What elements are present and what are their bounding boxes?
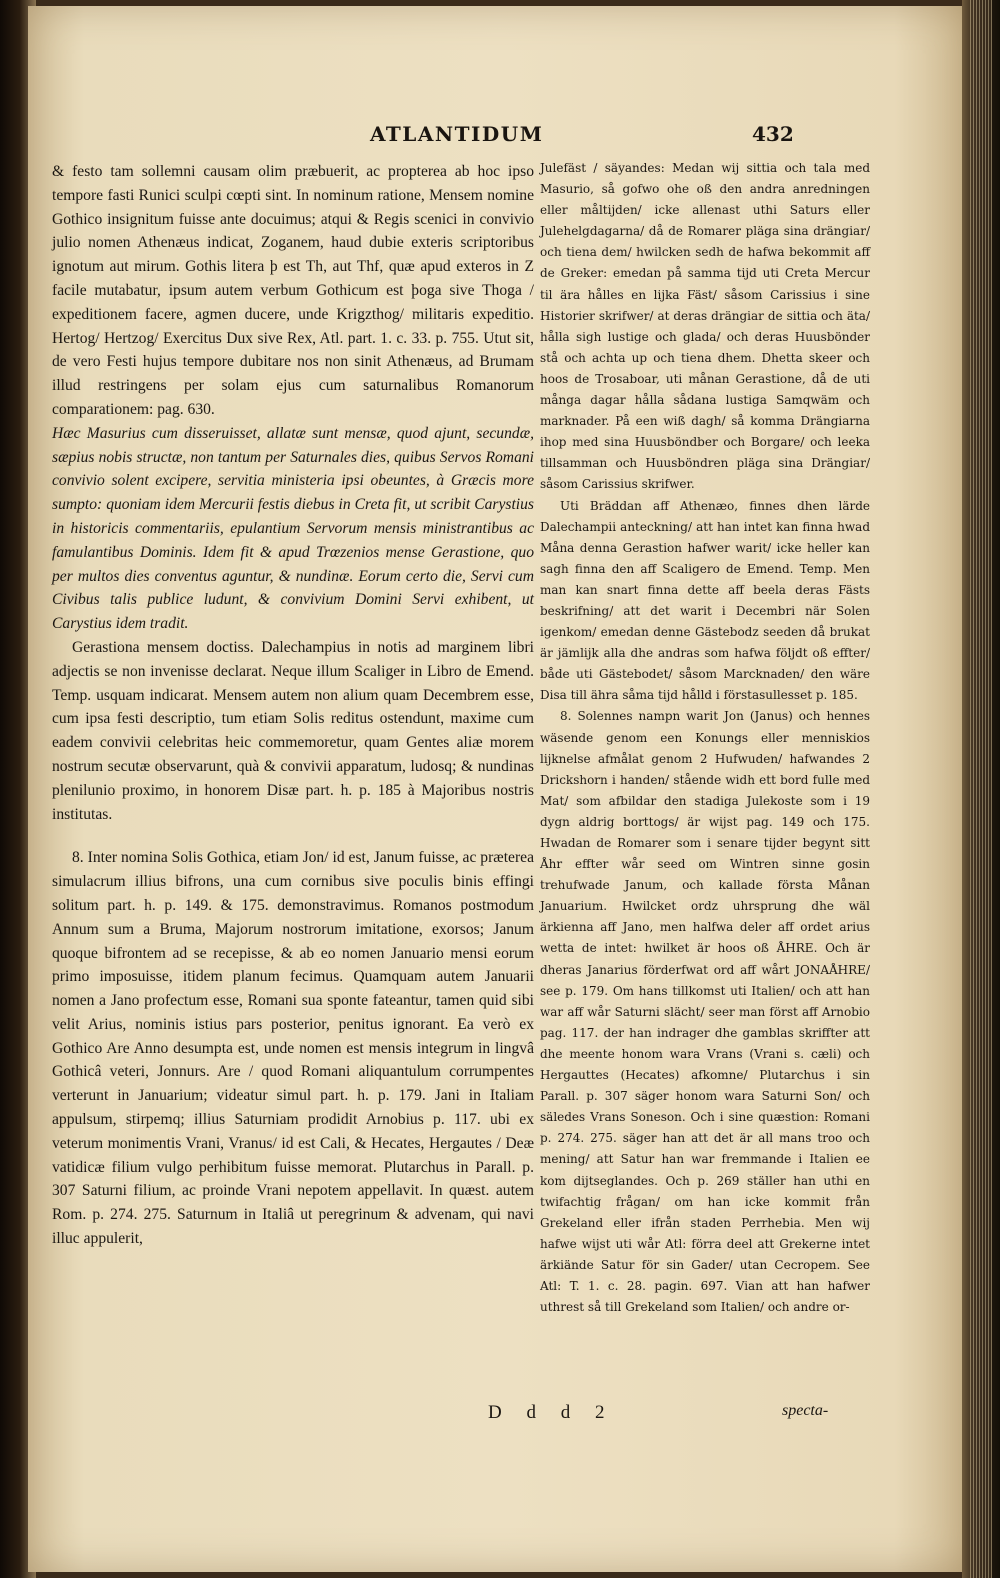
- catchword: specta-: [782, 1402, 829, 1419]
- latin-column: [52, 160, 534, 1251]
- latin-paragraph-4-section-8: 8. Inter nomina Solis Gothica, etiam Jon/ id est, Janum fuisse, ac præterea simulacrum illius bifrons, una cum cornibus sive poculis binis effingi solitum part. h. p. 149. & 175. demonstravimus. Romanos postmodum Annum sum a Bruma, Majorum nostrorum imitatione, exorsos; Janum quoque bifrontem ad se recepisse, & ab eo nomen Januario mensi eorum primo imposuisse, itidem planum fecimus. Quamquam autem Januarii nomen a Jano profectum esse, Romani sua sponte fateantur, tamen quid sibi velit Arius, nominis istius pars posterior, penitus ignorant. Ea verò ex Gothico Are Anno desumpta est, unde nomen est mensis integrum in lingvâ Gothicâ veteri, Jonnurs. Are / quod Romani aliquantulum corrumpentes verterunt in Januarium; videatur simul part. h. p. 179. Jani in Italiam appulsum, stirpemq; illius Saturniam prodidit Arnobius p. 117. ubi ex veterum monimentis Vrani, Vranus/ id est Cali, & Hecates, Hergautes / Deæ vatidicæ filium vulgo perhibitum fuisse memorat. Plutarchus in Parall. p. 307 Saturni filium, ac proinde Vrani nepotem appellavit. In quæst. autem Rom. p. 274. 275. Saturnum in Italiâ ut peregrinum & advenam, qui navi illuc appulerit,: [52, 849, 534, 1248]
- signature-mark: D d d 2: [488, 1402, 615, 1423]
- running-title: ATLANTIDUM: [370, 122, 544, 146]
- latin-paragraph-3: Gerastiona mensem doctiss. Dalechampius in notis ad marginem libri adjectis se non invenisse declarat. Neque illum Scaliger in Libro de Emend. Temp. usquam indicarat. Mensem autem non alium quam Decembrem esse, cum ipsa festi descriptio, tum etiam Solis reditus ostendunt, maxime cum eadem convivii celebritas heic commemoretur, quam Gentes aliæ morem nostrum secutæ observarunt, quà & convivii apparatum, ludosq; & nundinas plenilunio proximo, in honorem Disæ part. h. p. 185 à Majoribus nostris institutas.: [52, 638, 534, 823]
- swedish-paragraph-2: Uti Bräddan aff Athenæo, finnes dhen lärde Dalechampii anteckning/ att han intet kan finna hwad Måna denna Gerastion hafwer warit/ icke heller kan sagh finna den aff Scaligero de Emend. Temp. Men man kan snart finna dette aff beela deras Fästs beskrifning/ att det warit i Decembri när Solen igenkom/ emedan denne Gästebodz seeden då brukat är jämlijk alla dhe andras som hafwa följdt oß effter/ både uti Gästebodet/ såsom Marcknaden/ den wäre Disa till ähra såma tijd hålld i förstasullesset p. 185.: [540, 498, 870, 703]
- latin-paragraph-1: & festo tam sollemni causam olim præbuerit, ac propterea ab hoc ipso tempore fasti Runici sculpi cœpti sint. In nominum ratione, Mensem nomine Gothico insignitum fuisse ante docuimus; atqui & Regis scenici in convivio julio nomen Athenæus indicat, Zoganem, haud dubie exteris scriptoribus ignotum aut mirum. Gothis litera þ est Th, aut Thf, quæ apud exteros in Z facile mutabatur, ipsum autem verbum Gothicum est þoga sive Thoga / expeditionem facere, agmen ducere, unde Krigzthog/ militaris expeditio. Hertog/ Hertzog/ Exercitus Dux sive Rex, Atl. part. 1. c. 33. p. 755. Utut sit, de vero Festi hujus tempore dubitare nos non sinit Athenæus, ad Brumam illud restringens per solam ejus cum saturnalibus Romanorum comparationem: pag. 630.: [52, 163, 534, 418]
- latin-paragraph-2-quote: Hæc Masurius cum disseruisset, allatæ sunt mensæ, quod ajunt, secundæ, sæpius nobis structæ, non tantum per Saturnales dies, quibus Servos Romani convivio solent excipere, servitia ministeria ipsi obeuntes, à Græcis more sumpto: quoniam idem Mercurii festis diebus in Creta fit, ut scribit Carystius in historicis commentariis, epulantium Servorum mensis ministrantibus ac famulantibus Dominis. Idem fit & apud Trœzenios mense Gerastione, quo per multos dies conventus aguntur, & nundinæ. Eorum certo die, Servi cum Civibus talis publice ludunt, & convivium Domini Servi exhibent, ut Carystius idem tradit.: [52, 424, 534, 633]
- swedish-column: [540, 158, 870, 1318]
- swedish-paragraph-3-section-8: 8. Solennes nampn warit Jon (Janus) och hennes wäsende genom een Konungs eller menniskios lijknelse afmålat genom 2 Hufwuden/ hafwandes 2 Drickshorn i handen/ stående widh ett bord fulle med Mat/ som afbildar den stadiga Julekoste som i 19 dygn aldrig borttogs/ är wijst pag. 149 och 175. Hwadan de Romarer som i senare tijder begynt sitt Åhr effter wår seed om Wintren sinne gosin trehufwade Janum, och kallade första Månan Januarium. Hwilcket ordz uhrsprung dhe wäl ärkienna aff Jano, men halfwa deler aff ordet arius wetta de intet: hwilket är hoos oß ÅHRE. Och är dheras Janarius förderfwat ord aff wårt JONAÅHRE/ see p. 179. Om hans tillkomst uti Italien/ och att han war aff wår Saturni slächt/ seer man först aff Arnobio pag. 117. der han indrager dhe gamblas skriffter att dhe meente honom wara Vrans (Vrani s. cæli) och Hergauttes (Hecates) afkomne/ Plutarchus i sin Parall. p. 307 säger honom wara Saturni Son/ och säledes Vrans Soneson. Och i sine quæstion: Romani p. 274. 275. säger han att det är all mans troo och mening/ att Satur han war fremmande i Italien ee kom dijtseglandes. Och p. 269 ställer han uthi en twifachtig frågan/ om han icke kommit från Grekeland eller ifrån staden Perrhebia. Men wij hafwe wijst uti wår Atl: förra deel att Grekerne intet ärkiände Satur för sin Gader/ utan Cecropem. See Atl: T. 1. c. 28. pagin. 697. Vian att han hafwer uthrest så till Grekeland som Italien/ och andre or-: [540, 709, 870, 1315]
- paragraph-spacer: [52, 826, 534, 846]
- page-stack: [970, 0, 992, 1578]
- page-number: 432: [752, 122, 794, 146]
- swedish-paragraph-1: Julefäst / säyandes: Medan wij sittia och tala med Masurio, så gofwo ohe oß den andra anredningen eller måltijden/ icke allenast uthi Saturs eller Julehelgdagarna/ då de Romarer pläga sina drängiar/ och tiena dem/ hwilcken sedh de hafwa bekommit aff de Greker: emedan på samma tijd uti Creta Mercur til ära hålles en lijka Fäst/ såsom Carissius i sine Historier skrifwer/ at deras drängiar de sittia och äta/ hålla sigh lustige och glada/ och deras Huusbönder stå och achta up och tiena dhem. Dhetta skeer och hoos de Trosaboar, uti månan Gerastione, då de uti många dagar hålla sådana lustiga Samqwäm och marknader. På een wiß dagh/ så komma Drängiarna ihop med sina Huusböndber och Borgare/ och leeka tillsamman och Huusböndren pläga sina Drängiar/ såsom Carissius skrifwer.: [540, 161, 870, 492]
